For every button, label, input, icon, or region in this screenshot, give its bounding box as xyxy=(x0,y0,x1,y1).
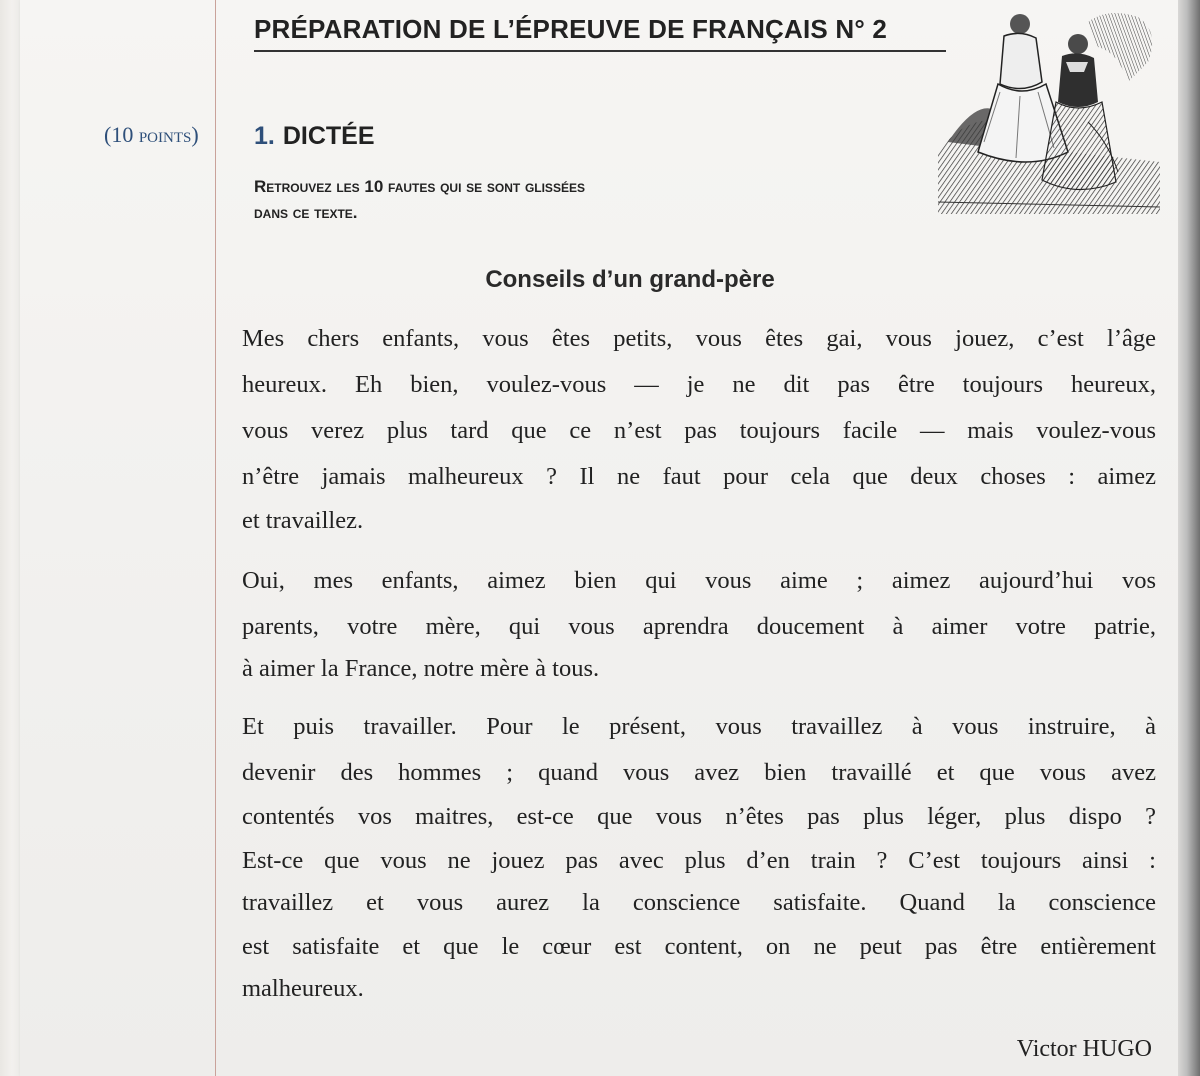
exercise-number: 1. xyxy=(254,122,275,150)
text-line: Mes chers enfants, vous êtes petits, vous êtes gai, vous jouez, c’est l’âge xyxy=(242,325,1156,352)
header-underline xyxy=(254,50,946,52)
text-line: heureux. Eh bien, voulez-vous — je ne dit pas être toujours heureux, xyxy=(242,371,1156,398)
text-line: contentés vos maitres, est-ce que vous n’êtes pas plus léger, plus dispo ? xyxy=(242,803,1156,830)
text-line: et travaillez. xyxy=(242,507,364,534)
book-spine-edge xyxy=(1178,0,1200,1076)
text-line: parents, votre mère, qui vous aprendra doucement à aimer votre patrie, xyxy=(242,613,1156,640)
points-label xyxy=(104,122,199,148)
text-line: est satisfaite et que le cœur est content, on ne peut pas être entièrement xyxy=(242,933,1156,960)
text-title: Conseils d’un grand-père xyxy=(485,266,775,293)
text-line: n’être jamais malheureux ? Il ne faut pour cela que deux choses : aimez xyxy=(242,463,1156,490)
text-line: malheureux. xyxy=(242,975,364,1002)
exercise-name: DICTÉE xyxy=(282,122,375,150)
points-word: points xyxy=(138,122,192,147)
text-line: Et puis travailler. Pour le présent, vous travaillez à vous instruire, à xyxy=(242,713,1156,740)
text-line: travaillez et vous aurez la conscience satisfaite. Quand la conscience xyxy=(242,889,1156,916)
text-line: vous verez plus tard que ce n’est pas toujours facile — mais voulez-vous xyxy=(242,417,1156,444)
exercise-instructions xyxy=(254,174,814,226)
instructions-line: dans ce texte. xyxy=(254,203,358,222)
engraving-two-girls-icon xyxy=(938,2,1160,214)
text-line: Est-ce que vous ne jouez pas avec plus d’en train ? C’est toujours ainsi : xyxy=(242,847,1156,874)
exercise-title xyxy=(254,122,375,151)
text-line: Oui, mes enfants, aimez bien qui vous aime ; aimez aujourd’hui vos xyxy=(242,567,1156,594)
points-close: ) xyxy=(191,122,199,147)
author-signature: Victor HUGO xyxy=(1016,1036,1152,1062)
text-line: à aimer la France, notre mère à tous. xyxy=(242,655,600,682)
text-line: devenir des hommes ; quand vous avez bien travaillé et que vous avez xyxy=(242,759,1156,786)
points-open: (10 xyxy=(104,122,139,147)
margin-rule xyxy=(215,0,216,1076)
page-header-title: PRÉPARATION DE L’ÉPREUVE DE FRANÇAIS N° 2 xyxy=(254,14,888,44)
instructions-line: Retrouvez les 10 fautes qui se sont glissées xyxy=(254,177,585,196)
